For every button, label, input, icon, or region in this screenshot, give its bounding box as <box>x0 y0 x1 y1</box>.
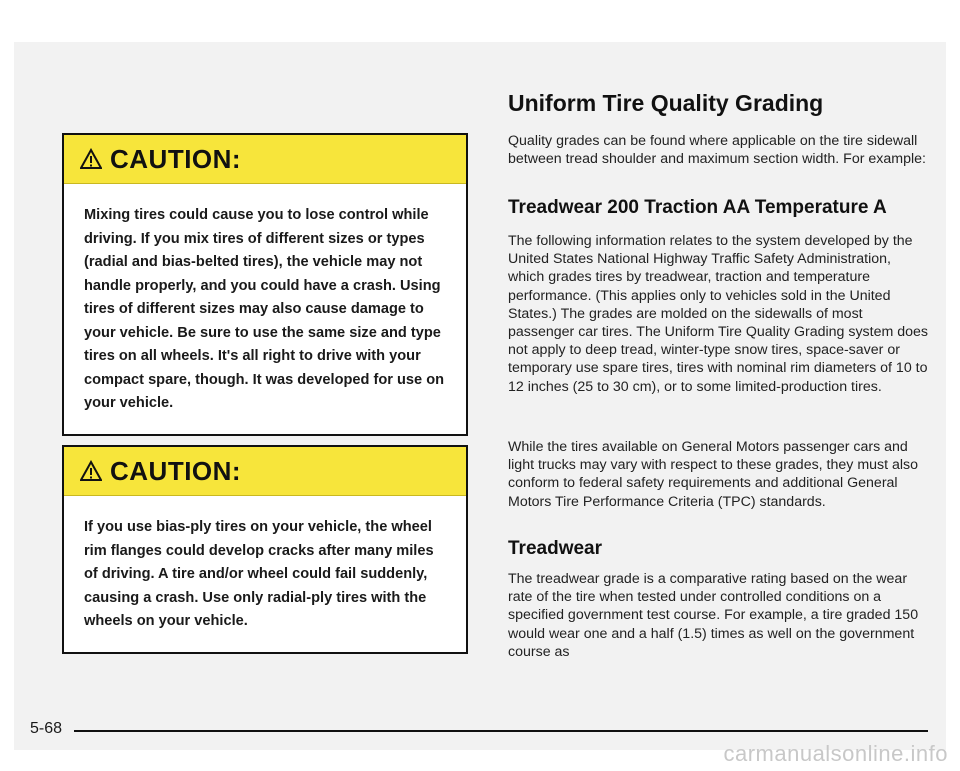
watermark: carmanualsonline.info <box>723 741 948 766</box>
caution-box-mixing-tires <box>62 133 468 436</box>
caution-header <box>64 447 466 496</box>
caution-text: If you use bias-ply tires on your vehicle, the wheel rim flanges could develop cracks after many miles of driving. A tire and/or wheel could fail suddenly, causing a crash. Use only radial-ply tires with the wheels on your vehicle. <box>84 519 434 629</box>
caution-text: Mixing tires could cause you to lose control while driving. If you mix tires of different sizes or types (radial and bias-belted tires), the vehicle may not handle properly, and you could have a crash. Using tires of different sizes may also cause damage to your vehicle. Be sure to use the same size and type tires on all wheels. It's all right to drive with your compact spare, though. It was developed for use on your vehicle. <box>84 207 445 411</box>
manual-page <box>14 42 946 750</box>
footer-rule <box>74 730 928 732</box>
example-heading: Treadwear 200 Traction AA Temperature A <box>508 197 887 218</box>
page-number: 5-68 <box>30 720 63 737</box>
section-title: Uniform Tire Quality Grading <box>508 90 824 116</box>
paragraph-system: The following information relates to the system developed by the United States National Highway Traffic Safety Administration, which grades tires by treadwear, traction and temperature performance. (This applies only to vehicles sold in the United States.) The grades are molded on the sidewalls of most passenger car tires. The Uniform Tire Quality Grading system does not apply to deep tread, winter-type snow tires, space-saver or temporary use spare tires, tires with nominal rim diameters of 10 to 12 inches (25 to 30 cm), or to some limited-production tires. <box>508 233 929 395</box>
intro-paragraph: Quality grades can be found where applicable on the tire sidewall between tread shoulder and maximum section width. For example: <box>508 133 926 168</box>
caution-label: CAUTION: <box>110 143 242 174</box>
caution-box-bias-ply <box>62 445 468 654</box>
paragraph-gm: While the tires available on General Motors passenger cars and light trucks may vary with respect to these grades, they must also conform to federal safety requirements and additional General Motors Tire Performance Criteria (TPC) standards. <box>508 439 919 510</box>
warning-triangle-icon <box>80 460 102 482</box>
treadwear-heading: Treadwear <box>508 538 602 559</box>
caution-label: CAUTION: <box>110 455 242 486</box>
warning-triangle-icon <box>80 148 102 170</box>
caution-header <box>64 135 466 184</box>
paragraph-treadwear: The treadwear grade is a comparative rating based on the wear rate of the tire when tested under controlled conditions on a specified government test course. For example, a tire graded 150 would wear one and a half (1.5) times as well on the government course as <box>508 571 919 660</box>
